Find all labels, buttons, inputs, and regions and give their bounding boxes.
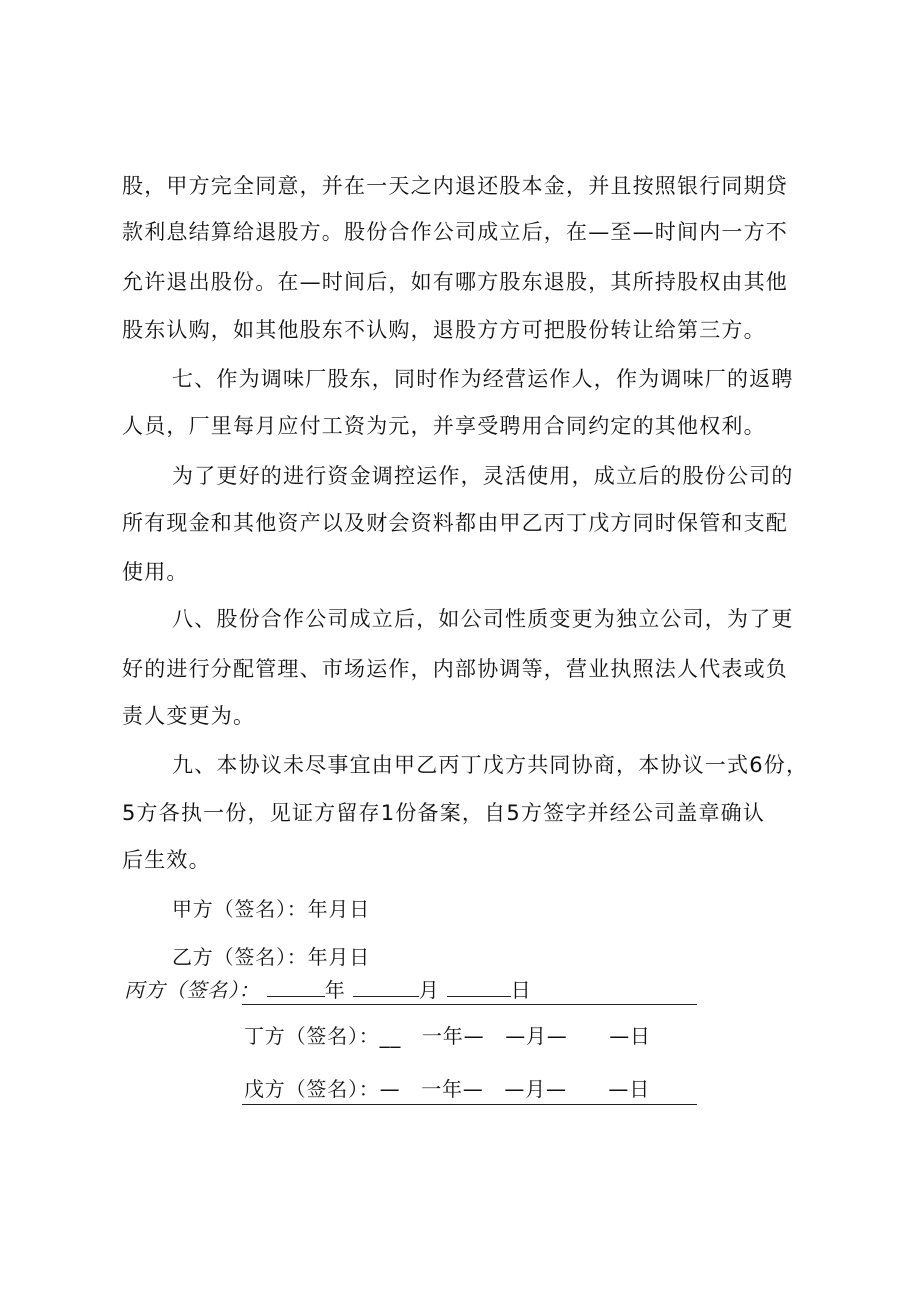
paragraph-6-line-2: 款利息结算给退股方。股份合作公司成立后，在—至—时间内一方不 bbox=[122, 220, 788, 244]
signature-bing-day-blank bbox=[447, 976, 511, 997]
signature-bing bbox=[124, 976, 532, 1004]
signature-bing-year: 年 bbox=[324, 978, 346, 1002]
paragraph-8-line-1: 八、股份合作公司成立后，如公司性质变更为独立公司，为了更 bbox=[172, 607, 794, 631]
signature-bing-month-blank bbox=[353, 976, 419, 997]
paragraph-7-line-1: 七、作为调味厂股东，同时作为经营运作人，作为调味厂的返聘 bbox=[172, 367, 794, 391]
paragraph-8-line-3: 责人变更为。 bbox=[122, 704, 256, 728]
paragraph-9-line-3: 后生效。 bbox=[122, 848, 211, 872]
paragraph-6-line-3: 允许退出股份。在—时间后，如有哪方股东退股，其所持股权由其他 bbox=[122, 270, 788, 294]
signature-wu-underline bbox=[242, 1104, 697, 1105]
signature-jia: 甲方（签名）：年月日 bbox=[172, 897, 370, 921]
paragraph-9-line-1: 九、本协议未尽事宜由甲乙丙丁戊方共同协商，本协议一式6份， bbox=[172, 753, 809, 777]
signature-bing-year-blank bbox=[267, 976, 325, 997]
signature-bing-month: 月 bbox=[418, 978, 440, 1002]
signature-wu: 戊方（签名）：— 一年— —月— —日 bbox=[244, 1077, 650, 1101]
signature-ding: 丁方（签名）：__ 一年— —月— —日 bbox=[244, 1024, 651, 1048]
paragraph-7b-line-2: 所有现金和其他资产以及财会资料都由甲乙丙丁戊方同时保管和支配 bbox=[122, 511, 788, 535]
signature-bing-underline bbox=[242, 1004, 697, 1005]
signature-bing-label: 丙方（签名）： bbox=[124, 978, 260, 1002]
paragraph-7b-line-1: 为了更好的进行资金调控运作，灵活使用，成立后的股份公司的 bbox=[172, 464, 794, 488]
paragraph-6-line-4: 股东认购，如其他股东不认购，退股方方可把股份转让给第三方。 bbox=[122, 318, 766, 342]
paragraph-7-line-2: 人员，厂里每月应付工资为元，并享受聘用合同约定的其他权利。 bbox=[122, 414, 766, 438]
paragraph-7b-line-3: 使用。 bbox=[122, 560, 189, 584]
paragraph-9-line-2: 5方各执一份，见证方留存1份备案，自5方签字并经公司盖章确认 bbox=[122, 801, 766, 825]
paragraph-8-line-2: 好的进行分配管理、市场运作，内部协调等，营业执照法人代表或负 bbox=[122, 657, 788, 681]
signature-bing-day: 日 bbox=[510, 978, 532, 1002]
signature-yi: 乙方（签名）：年月日 bbox=[172, 945, 370, 969]
paragraph-6-line-1: 股，甲方完全同意，并在一天之内退还股本金，并且按照银行同期贷 bbox=[122, 174, 788, 198]
